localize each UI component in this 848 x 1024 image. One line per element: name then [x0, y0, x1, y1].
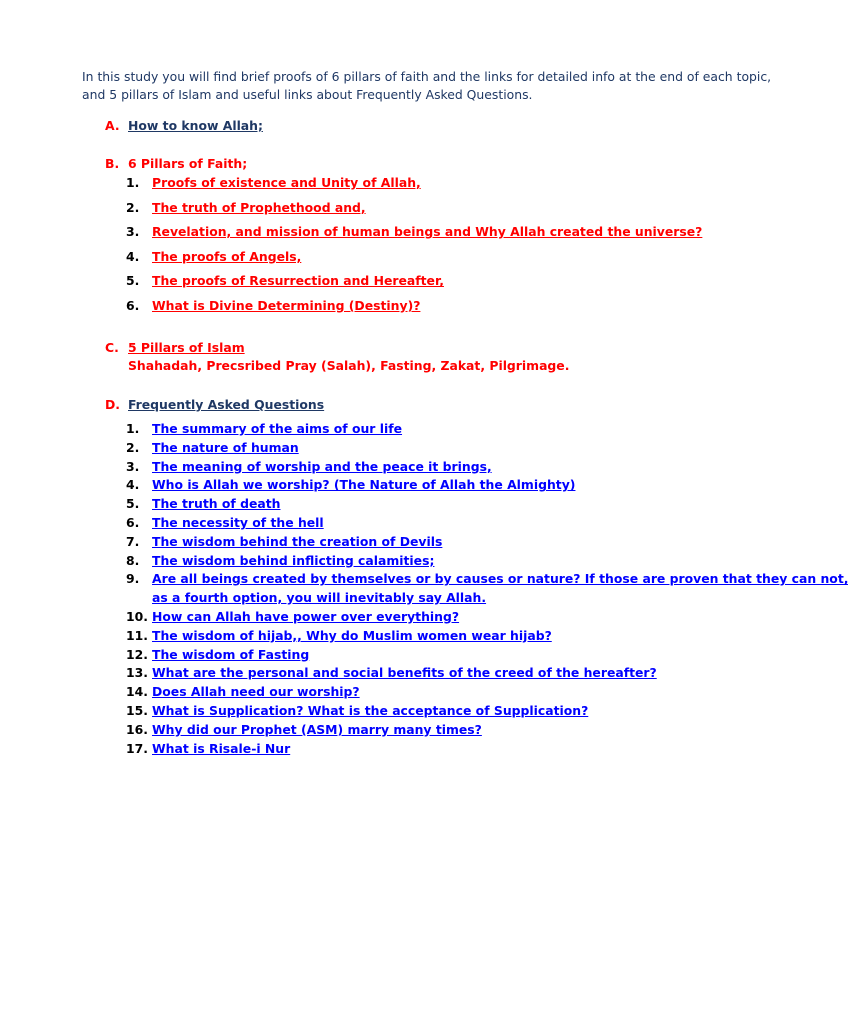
section-d [105, 397, 324, 412]
faq-link-17[interactable]: What is Risale-i Nur [152, 740, 291, 756]
faq-link-13[interactable]: What are the personal and social benefits of the creed of the hereafter? [152, 665, 657, 681]
faq-link-8[interactable]: The wisdom behind inflicting calamities; [152, 552, 435, 568]
item-number: 13. [126, 665, 148, 681]
item-number: 12. [126, 646, 148, 662]
section-b [105, 156, 247, 171]
intro-line-2: and 5 pillars of Islam and useful links about Frequently Asked Questions. [82, 86, 533, 102]
faq-link-1[interactable]: The summary of the aims of our life [152, 421, 403, 436]
pillars-of-islam-list: Shahadah, Precsribed Pray (Salah), Fasting, Zakat, Pilgrimage. [128, 358, 570, 373]
item-number: 9. [126, 571, 140, 587]
list-item [126, 199, 702, 224]
faq-link-9[interactable] [152, 571, 848, 605]
list-item [126, 297, 702, 322]
item-number: 14. [126, 684, 148, 700]
section-c [105, 340, 245, 355]
item-number: 11. [126, 627, 148, 643]
item-number: 15. [126, 702, 148, 718]
list-item [126, 495, 848, 514]
item-number: 1. [126, 421, 140, 436]
list-item [126, 740, 848, 759]
faith-link-6[interactable]: What is Divine Determining (Destiny)? [152, 297, 421, 313]
faq-link-5[interactable]: The truth of death [152, 496, 281, 512]
item-number: 5. [126, 496, 140, 512]
list-item [126, 664, 848, 683]
section-b-title: 6 Pillars of Faith; [128, 156, 248, 171]
faq-link-11[interactable]: The wisdom of hijab,, Why do Muslim women wear hijab? [152, 627, 552, 643]
faq-link-10[interactable]: How can Allah have power over everything? [152, 608, 460, 624]
list-item [126, 646, 848, 665]
faq-link-6[interactable]: The necessity of the hell [152, 514, 324, 530]
faq-link-7[interactable]: The wisdom behind the creation of Devils [152, 533, 443, 549]
list-item [126, 533, 848, 552]
section-d-letter: D. [105, 397, 120, 412]
link-5-pillars-of-islam[interactable]: 5 Pillars of Islam [128, 340, 245, 355]
item-number: 2. [126, 439, 140, 455]
list-item [126, 420, 848, 439]
item-number: 5. [126, 273, 140, 289]
intro-line-1: In this study you will find brief proofs of 6 pillars of faith and the links for detailed info at the end of each topic, [82, 69, 772, 84]
list-item [126, 272, 702, 297]
link-how-to-know-allah[interactable]: How to know Allah; [128, 118, 263, 133]
item-number: 7. [126, 533, 140, 549]
faq-link-2[interactable]: The nature of human [152, 439, 299, 455]
faq-link-12[interactable]: The wisdom of Fasting [152, 646, 310, 662]
section-a-letter: A. [105, 118, 120, 133]
list-item [126, 514, 848, 533]
item-number: 6. [126, 514, 140, 530]
section-b-letter: B. [105, 156, 120, 171]
faq-link-16[interactable]: Why did our Prophet (ASM) marry many times? [152, 721, 482, 737]
list-item [126, 476, 848, 495]
item-number: 4. [126, 248, 140, 264]
faq-link-9-line-2[interactable]: as a fourth option, you will inevitably say Allah. [152, 590, 487, 606]
item-number: 10. [126, 608, 148, 624]
list-item [126, 721, 848, 740]
item-number: 3. [126, 224, 140, 240]
item-number: 2. [126, 199, 140, 215]
link-frequently-asked-questions[interactable]: Frequently Asked Questions [128, 397, 325, 412]
section-a [105, 118, 263, 133]
list-item [126, 248, 702, 273]
faq-link-3[interactable]: The meaning of worship and the peace it brings, [152, 458, 492, 474]
list-item [126, 702, 848, 721]
section-c-letter: C. [105, 340, 119, 355]
list-item [126, 552, 848, 571]
item-number: 3. [126, 458, 140, 474]
faq-link-15[interactable]: What is Supplication? What is the acceptance of Supplication? [152, 702, 589, 718]
faq-link-9-line-1[interactable]: Are all beings created by themselves or by causes or nature? If those are proven that they can not, [152, 571, 848, 587]
faq-list [126, 420, 848, 758]
faith-link-1[interactable]: Proofs of existence and Unity of Allah, [152, 175, 421, 190]
item-number: 8. [126, 552, 140, 568]
faq-link-14[interactable]: Does Allah need our worship? [152, 684, 360, 700]
faq-link-4[interactable]: Who is Allah we worship? (The Nature of Allah the Almighty) [152, 477, 576, 493]
list-item [126, 608, 848, 627]
list-item [126, 627, 848, 646]
list-item [126, 570, 848, 608]
faith-link-5[interactable]: The proofs of Resurrection and Hereafter, [152, 273, 444, 289]
faith-link-3[interactable]: Revelation, and mission of human beings and Why Allah created the universe? [152, 224, 703, 240]
list-item [126, 683, 848, 702]
item-number: 16. [126, 721, 148, 737]
faith-link-2[interactable]: The truth of Prophethood and, [152, 199, 366, 215]
intro-paragraph [82, 68, 772, 103]
item-number: 17. [126, 740, 148, 756]
item-number: 4. [126, 477, 140, 493]
faith-list [126, 174, 702, 322]
list-item [126, 439, 848, 458]
item-number: 6. [126, 297, 140, 313]
list-item [126, 223, 702, 248]
list-item [126, 458, 848, 477]
item-number: 1. [126, 175, 140, 190]
faith-link-4[interactable]: The proofs of Angels, [152, 248, 302, 264]
list-item [126, 174, 702, 199]
